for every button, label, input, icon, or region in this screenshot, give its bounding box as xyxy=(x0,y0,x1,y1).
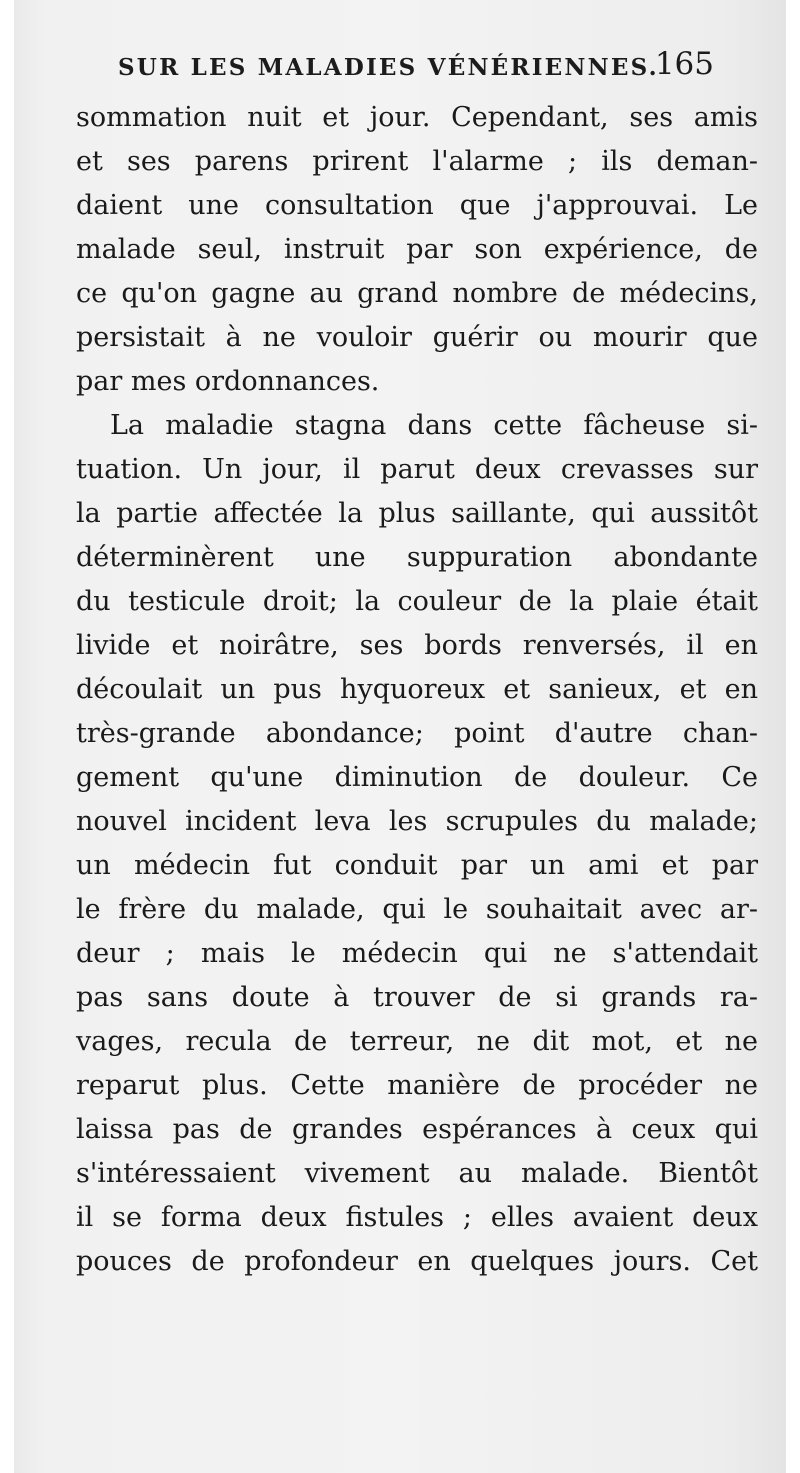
text-line: deur ; mais le médecin qui ne s'attendait xyxy=(76,938,758,969)
text-line: tuation. Un jour, il parut deux crevasses sur xyxy=(76,454,758,485)
text-line: la partie affectée la plus saillante, qui aussitôt xyxy=(76,498,758,529)
paragraph-1 xyxy=(76,96,758,404)
text-line: du testicule droit; la couleur de la plaie était xyxy=(76,586,758,617)
page-number: 165 xyxy=(654,46,714,82)
paragraph-2 xyxy=(76,404,758,1284)
text-line: malade seul, instruit par son expérience, de xyxy=(76,234,758,265)
text-line: déterminèrent une suppuration abondante xyxy=(76,542,758,573)
text-line: daient une consultation que j'approuvai. Le xyxy=(76,190,758,221)
text-line: persistait à ne vouloir guérir ou mourir que xyxy=(76,322,758,353)
book-page xyxy=(14,0,786,1473)
text-line: un médecin fut conduit par un ami et par xyxy=(76,850,758,881)
running-title: SUR LES MALADIES VÉNÉRIENNES. xyxy=(118,54,659,81)
text-line: ce qu'on gagne au grand nombre de médecins, xyxy=(76,278,758,309)
body-text xyxy=(76,96,758,1284)
text-line: s'intéressaient vivement au malade. Bientôt xyxy=(76,1158,758,1189)
text-line: nouvel incident leva les scrupules du malade; xyxy=(76,806,758,837)
text-line: livide et noirâtre, ses bords renversés, il en xyxy=(76,630,758,661)
text-line: pas sans doute à trouver de si grands ra- xyxy=(76,982,758,1013)
text-line: La maladie stagna dans cette fâcheuse si- xyxy=(110,410,758,441)
text-line: le frère du malade, qui le souhaitait avec ar- xyxy=(76,894,758,925)
text-line: et ses parens prirent l'alarme ; ils deman- xyxy=(76,146,758,177)
text-line: il se forma deux fistules ; elles avaient deux xyxy=(76,1202,758,1233)
text-line: vages, recula de terreur, ne dit mot, et ne xyxy=(76,1026,758,1057)
text-line: sommation nuit et jour. Cependant, ses amis xyxy=(76,102,758,133)
text-line: laissa pas de grandes espérances à ceux qui xyxy=(76,1114,758,1145)
running-head xyxy=(118,46,714,86)
text-line: très-grande abondance; point d'autre chan- xyxy=(76,718,758,749)
text-line: découlait un pus hyquoreux et sanieux, et en xyxy=(76,674,758,705)
text-line: pouces de profondeur en quelques jours. Cet xyxy=(76,1246,758,1277)
text-line: reparut plus. Cette manière de procéder ne xyxy=(76,1070,758,1101)
text-line: par mes ordonnances. xyxy=(76,366,380,397)
text-line: gement qu'une diminution de douleur. Ce xyxy=(76,762,758,793)
